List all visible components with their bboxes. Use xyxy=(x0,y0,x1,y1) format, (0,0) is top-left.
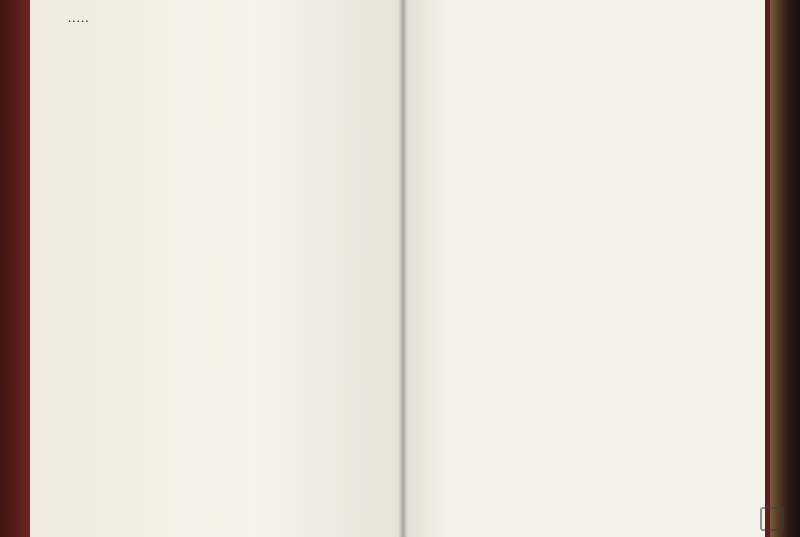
book-cover-left xyxy=(0,0,30,537)
toc-leader-dots: ..... xyxy=(68,10,90,25)
right-page xyxy=(403,0,765,537)
book-cover-right xyxy=(770,0,800,537)
toc-entry-line xyxy=(68,10,389,26)
watermark xyxy=(760,507,790,531)
labirint-logo-icon xyxy=(760,507,784,531)
left-page xyxy=(30,0,403,537)
toc-entry xyxy=(68,10,389,26)
book-gutter xyxy=(398,0,408,537)
